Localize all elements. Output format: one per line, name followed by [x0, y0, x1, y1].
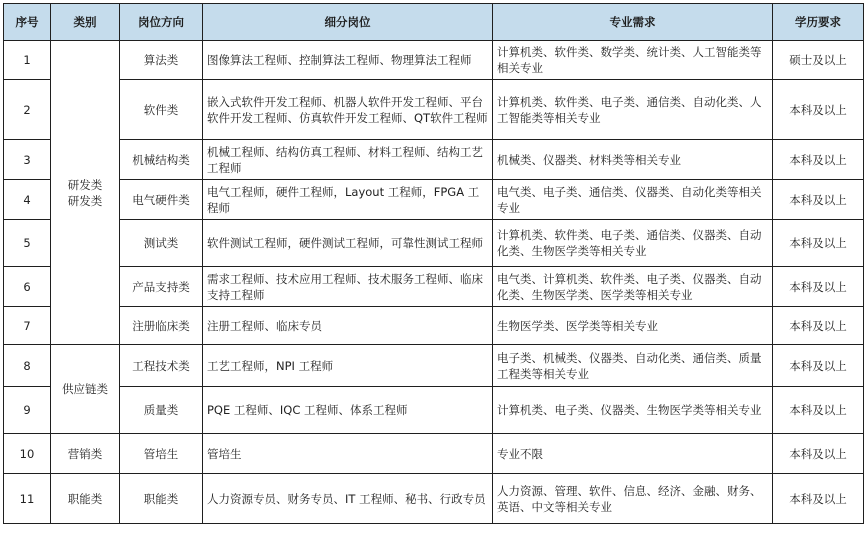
seq-cell: 11: [4, 474, 51, 524]
table-row: [4, 474, 864, 524]
education-cell: 本科及以上: [773, 474, 864, 524]
seq-cell: 9: [4, 387, 51, 434]
education-cell: 本科及以上: [773, 180, 864, 220]
education-cell: 本科及以上: [773, 307, 864, 345]
direction-cell: 软件类: [120, 80, 203, 140]
positions-cell: 嵌入式软件开发工程师、机器人软件开发工程师、平台软件开发工程师、仿真软件开发工程师、QT软件工程师: [203, 80, 493, 140]
seq-cell: 5: [4, 220, 51, 267]
major-cell: 人力资源、管理、软件、信息、经济、金融、财务、英语、中文等相关专业: [493, 474, 773, 524]
positions-cell: 图像算法工程师、控制算法工程师、物理算法工程师: [203, 41, 493, 80]
direction-cell: 产品支持类: [120, 267, 203, 307]
table-row: [4, 41, 864, 80]
major-cell: 机械类、仪器类、材料类等相关专业: [493, 140, 773, 180]
seq-cell: 8: [4, 345, 51, 387]
seq-cell: 1: [4, 41, 51, 80]
education-cell: 硕士及以上: [773, 41, 864, 80]
major-cell: 计算机类、电子类、仪器类、生物医学类等相关专业: [493, 387, 773, 434]
category-label: 研发类: [67, 193, 103, 208]
seq-cell: 6: [4, 267, 51, 307]
education-cell: 本科及以上: [773, 267, 864, 307]
category-cell-rd: [51, 41, 120, 345]
positions-cell: 需求工程师、技术应用工程师、技术服务工程师、临床支持工程师: [203, 267, 493, 307]
major-cell: 计算机类、软件类、数学类、统计类、人工智能类等相关专业: [493, 41, 773, 80]
education-cell: 本科及以上: [773, 345, 864, 387]
positions-cell: 注册工程师、临床专员: [203, 307, 493, 345]
direction-cell: 工程技术类: [120, 345, 203, 387]
table-row: [4, 140, 864, 180]
table-row: [4, 307, 864, 345]
positions-cell: 人力资源专员、财务专员、IT 工程师、秘书、行政专员: [203, 474, 493, 524]
direction-cell: 职能类: [120, 474, 203, 524]
header-education: 学历要求: [773, 4, 864, 41]
direction-cell: 管培生: [120, 434, 203, 474]
table-row: [4, 345, 864, 387]
seq-cell: 2: [4, 80, 51, 140]
seq-cell: 4: [4, 180, 51, 220]
positions-cell: 电气工程师，硬件工程师，Layout 工程师，FPGA 工程师: [203, 180, 493, 220]
major-cell: 电气类、电子类、通信类、仪器类、自动化类等相关专业: [493, 180, 773, 220]
recruitment-table: [3, 3, 864, 524]
category-label: 研发类: [67, 177, 103, 192]
education-cell: 本科及以上: [773, 434, 864, 474]
header-direction: 岗位方向: [120, 4, 203, 41]
seq-cell: 7: [4, 307, 51, 345]
education-cell: 本科及以上: [773, 220, 864, 267]
education-cell: 本科及以上: [773, 140, 864, 180]
major-cell: 生物医学类、医学类等相关专业: [493, 307, 773, 345]
education-cell: 本科及以上: [773, 387, 864, 434]
direction-cell: 算法类: [120, 41, 203, 80]
major-cell: 电气类、计算机类、软件类、电子类、仪器类、自动化类、生物医学类、医学类等相关专业: [493, 267, 773, 307]
category-cell-marketing: 营销类: [51, 434, 120, 474]
seq-cell: 10: [4, 434, 51, 474]
positions-cell: PQE 工程师、IQC 工程师、体系工程师: [203, 387, 493, 434]
positions-cell: 软件测试工程师，硬件测试工程师，可靠性测试工程师: [203, 220, 493, 267]
header-seq: 序号: [4, 4, 51, 41]
direction-cell: 注册临床类: [120, 307, 203, 345]
table-row: [4, 267, 864, 307]
table-row: [4, 80, 864, 140]
direction-cell: 机械结构类: [120, 140, 203, 180]
table-header-row: [4, 4, 864, 41]
table-row: [4, 220, 864, 267]
direction-cell: 测试类: [120, 220, 203, 267]
positions-cell: 管培生: [203, 434, 493, 474]
header-positions: 细分岗位: [203, 4, 493, 41]
major-cell: 电子类、机械类、仪器类、自动化类、通信类、质量工程类等相关专业: [493, 345, 773, 387]
header-category: 类别: [51, 4, 120, 41]
major-cell: 计算机类、软件类、电子类、通信类、仪器类、自动化类、生物医学类等相关专业: [493, 220, 773, 267]
table-row: [4, 434, 864, 474]
positions-cell: 工艺工程师，NPI 工程师: [203, 345, 493, 387]
direction-cell: 质量类: [120, 387, 203, 434]
table-row: [4, 180, 864, 220]
header-major: 专业需求: [493, 4, 773, 41]
direction-cell: 电气硬件类: [120, 180, 203, 220]
category-cell-supply: 供应链类: [51, 345, 120, 434]
major-cell: 计算机类、软件类、电子类、通信类、自动化类、人工智能类等相关专业: [493, 80, 773, 140]
seq-cell: 3: [4, 140, 51, 180]
major-cell: 专业不限: [493, 434, 773, 474]
positions-cell: 机械工程师、结构仿真工程师、材料工程师、结构工艺工程师: [203, 140, 493, 180]
table-row: [4, 387, 864, 434]
education-cell: 本科及以上: [773, 80, 864, 140]
category-cell-functional: 职能类: [51, 474, 120, 524]
